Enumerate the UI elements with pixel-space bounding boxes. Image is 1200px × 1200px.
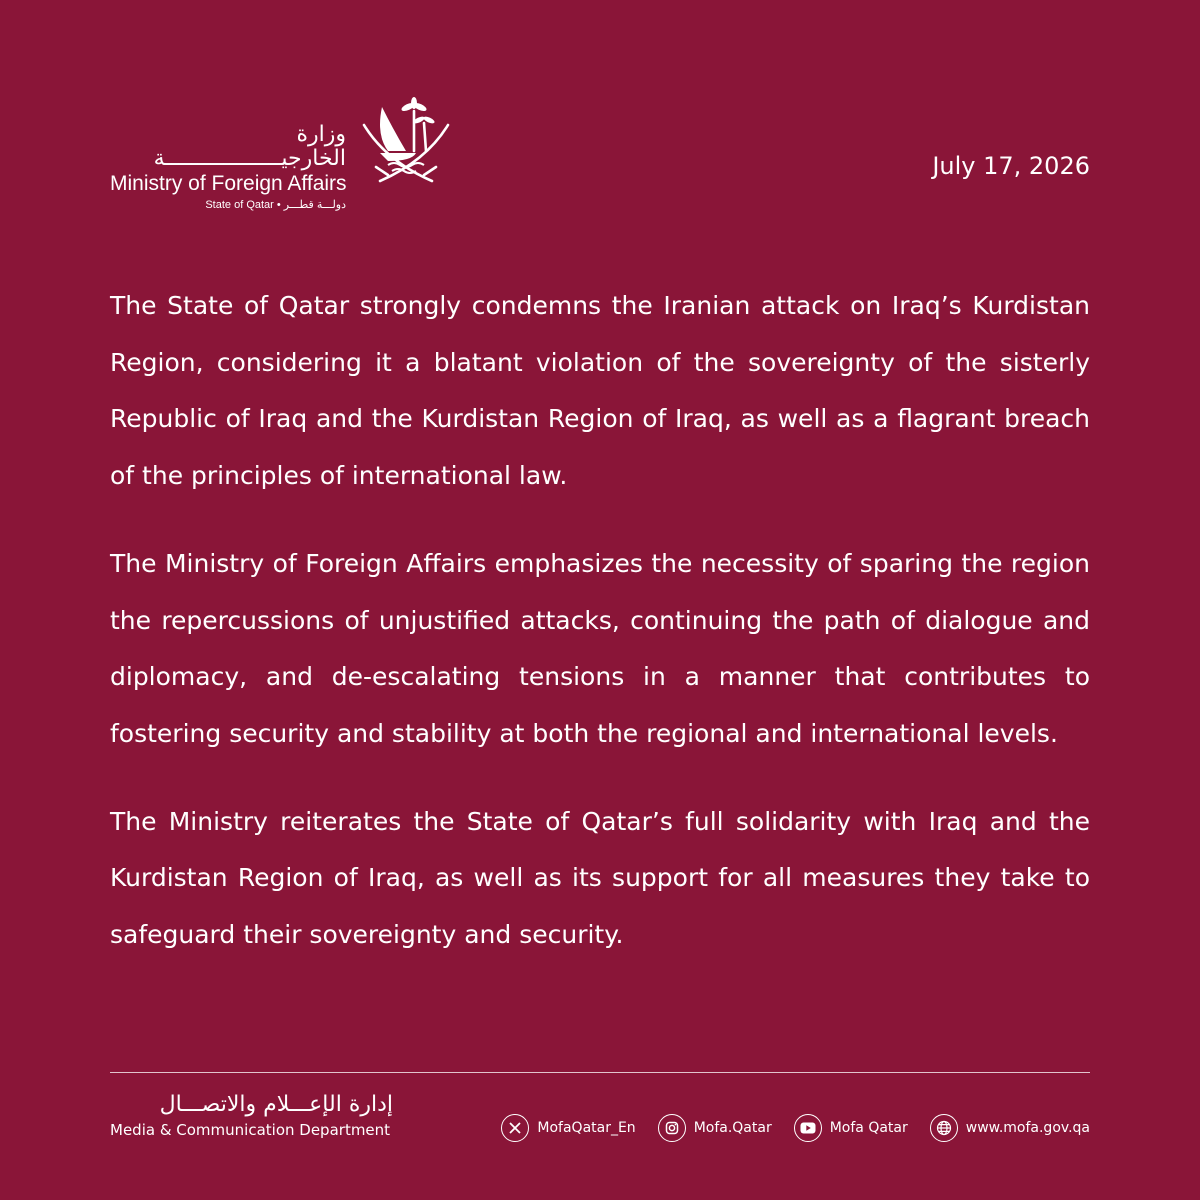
social-youtube[interactable]	[794, 1114, 908, 1142]
social-youtube-label: Mofa Qatar	[829, 1120, 908, 1136]
statement-paragraph-2: The Ministry of Foreign Affairs emphasizes the necessity of sparing the region the repercussions of unjustified attacks, continuing the path of dialogue and diplomacy, and de-escalating tensions in a manner that contributes to fostering security and stability at both the regional and international levels.	[110, 548, 1090, 748]
globe-icon	[930, 1114, 958, 1142]
social-x[interactable]	[501, 1114, 635, 1142]
statement-body	[110, 278, 1090, 995]
statement-date: July 17, 2026	[932, 152, 1090, 180]
department-name-english: Media & Communication Department	[110, 1121, 391, 1139]
ministry-brand	[110, 123, 346, 213]
youtube-icon	[794, 1114, 822, 1142]
footer-divider	[110, 1072, 1090, 1073]
social-instagram[interactable]	[658, 1114, 772, 1142]
social-website-label: www.mofa.gov.qa	[965, 1120, 1090, 1136]
department-block	[110, 1090, 393, 1140]
social-x-label: MofaQatar_En	[537, 1120, 636, 1136]
department-name-arabic: إدارة الإعـــلام والاتصـــال	[159, 1092, 393, 1117]
x-icon	[501, 1114, 529, 1142]
social-instagram-label: Mofa.Qatar	[693, 1120, 772, 1136]
header	[110, 95, 1090, 211]
ministry-name-english: Ministry of Foreign Affairs	[110, 172, 347, 195]
social-website[interactable]	[930, 1114, 1090, 1142]
social-links	[501, 1114, 1090, 1142]
statement-paragraph-1: The State of Qatar strongly condemns the Iranian attack on Iraq’s Kurdistan Region, considering it a blatant violation of the sovereignty of the sisterly Republic of Iraq and the Kurdistan Region of Iraq, as well as a flagrant breach of the principles of international law.	[110, 291, 1090, 491]
state-of-qatar-line: State of Qatar • دولـــة قطـــر	[205, 199, 346, 211]
ministry-name-arabic: وزارة الخارجيــــــــــــــــــة	[153, 122, 346, 171]
statement-paragraph-3: The Ministry reiterates the State of Qatar’s full solidarity with Iraq and the Kurdistan Region of Iraq, as well as its support for all measures they take to safeguard their sovereignty and security.	[110, 806, 1090, 950]
instagram-icon	[658, 1114, 686, 1142]
qatar-emblem-icon	[358, 95, 454, 195]
